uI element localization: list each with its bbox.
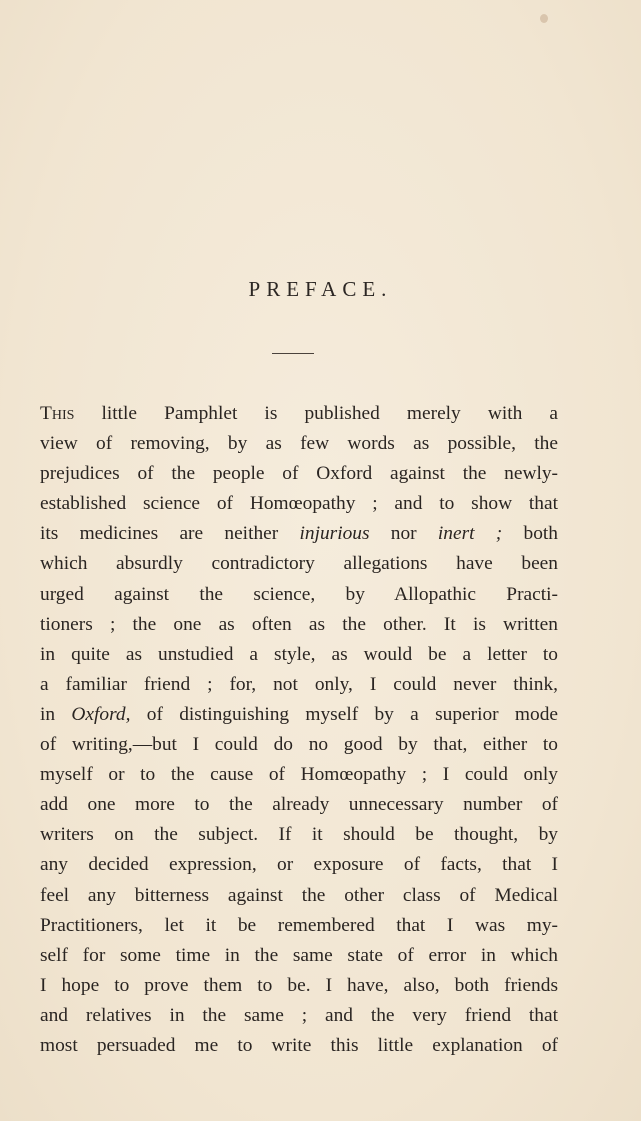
text-segment: a familiar friend ; for, not only, I could never think, <box>40 673 558 695</box>
text-line <box>40 760 558 790</box>
text-line <box>40 489 558 519</box>
paper-stain <box>540 14 548 23</box>
preface-heading: PREFACE. <box>248 277 393 301</box>
text-segment: which absurdly contradictory allegations have been <box>40 553 558 575</box>
text-line <box>40 881 558 911</box>
italic-emphasis: injurious <box>299 523 370 545</box>
preface-paragraph <box>40 399 558 1061</box>
text-segment: and relatives in the same ; and the very friend that <box>40 1004 558 1026</box>
text-segment: self for some time in the same state of error in which <box>40 944 558 966</box>
text-line <box>40 610 558 640</box>
italic-emphasis: inert ; <box>437 523 503 545</box>
text-line <box>40 1001 558 1031</box>
text-line <box>40 580 558 610</box>
text-line <box>40 790 558 820</box>
text-line <box>40 1031 558 1061</box>
text-line <box>40 941 558 971</box>
text-segment: its medicines are neither <box>40 523 300 545</box>
text-segment: both <box>502 523 558 545</box>
text-segment: in quite as unstudied a style, as would be a letter to <box>40 643 558 665</box>
heading-rule <box>272 353 314 354</box>
text-segment: Practitioners, let it be remembered that I was my- <box>40 914 558 936</box>
text-segment: of distinguishing myself by a superior mode <box>130 703 558 725</box>
italic-emphasis: Oxford, <box>71 703 131 725</box>
text-segment: most persuaded me to write this little explanation of <box>40 1034 558 1056</box>
text-segment: I hope to prove them to be. I have, also, both friends <box>40 974 558 996</box>
text-segment: myself or to the cause of Homœopathy ; I could only <box>40 764 558 786</box>
text-segment: view of removing, by as few words as possible, the <box>40 433 558 455</box>
text-segment: urged against the science, by Allopathic Practi- <box>40 583 558 605</box>
text-line <box>40 429 558 459</box>
text-segment: any decided expression, or exposure of facts, that I <box>40 854 558 876</box>
text-line <box>40 971 558 1001</box>
text-segment: little Pamphlet is published merely with a <box>74 403 558 424</box>
text-line <box>40 519 558 549</box>
text-segment: of writing,—but I could do no good by that, either to <box>40 734 558 756</box>
text-segment: feel any bitterness against the other class of Medical <box>40 884 558 906</box>
text-segment: nor <box>369 523 438 545</box>
text-segment: prejudices of the people of Oxford against the newly- <box>40 463 558 485</box>
text-line <box>40 670 558 700</box>
small-caps-opening-word: This <box>40 403 75 424</box>
text-line <box>40 911 558 941</box>
text-line <box>40 730 558 760</box>
text-segment: add one more to the already unnecessary number of <box>40 794 558 816</box>
text-line <box>40 820 558 850</box>
text-line <box>40 700 558 730</box>
text-segment: writers on the subject. If it should be thought, by <box>40 824 558 846</box>
text-segment: tioners ; the one as often as the other. It is written <box>40 613 558 635</box>
text-line <box>40 399 558 429</box>
text-segment: established science of Homœopathy ; and to show that <box>40 493 558 515</box>
text-line <box>40 549 558 579</box>
text-line <box>40 459 558 489</box>
text-line <box>40 850 558 880</box>
text-line <box>40 640 558 670</box>
text-segment: in <box>40 703 72 725</box>
